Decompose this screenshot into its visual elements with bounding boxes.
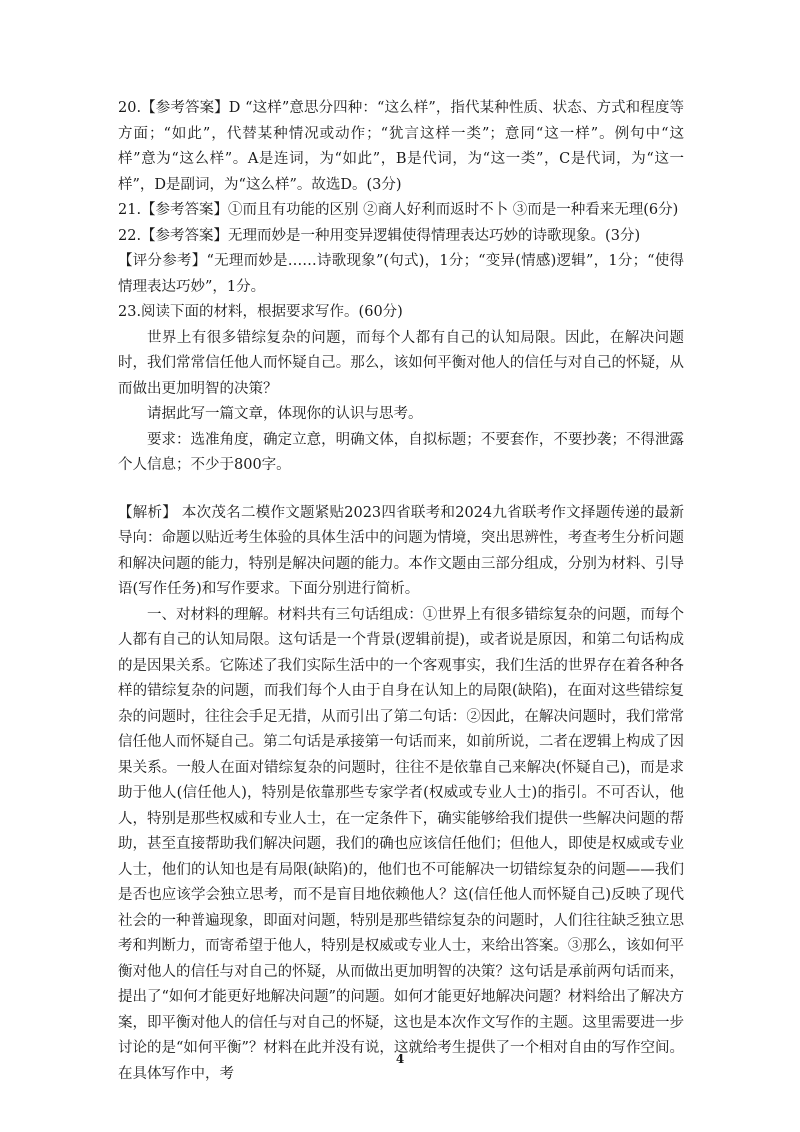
paragraph-6: 请据此写一篇文章，体现你的认识与思考。	[147, 406, 423, 422]
paragraph-2: 22.【参考答案】无理而妙是一种用变异逻辑使得情理表达巧妙的诗歌现象。(3分)	[118, 227, 641, 244]
page-number: 4	[395, 1052, 405, 1066]
paragraph-7: 要求：选准角度，确定立意，明确文体，自拟标题；不要套作，不要抄袭；不得泄露个人信息；不少于800字。	[118, 431, 684, 473]
paragraph-9: 一、对材料的理解。材料共有三句话组成：①世界上有很多错综复杂的问题，而每个人都有自己的认知局限。这句话是一个背景(逻辑前提)，或者说是原因，和第二句话构成的是因果关系。它陈述了我们实际生活中的一个客观事实，我们生活的世界存在着各种各样的错综复杂的问题，而我们每个人由于自身在认知上的局限(缺陷)，在面对这些错综复杂的问题时，往往会手足无措，从而引出了第二句话：②因此，在解决问题时，我们常常信任他人而怀疑自己。第二句话是承接第一句话而来，如前所说，二者在逻辑上构成了因果关系。一般人在面对错综复杂的问题时，往往不是依靠自己来解决(怀疑自己)，而是求助于他人(信任他人)，特别是依靠那些专家学者(权威或专业人士)的指引。不可否认，他人，特别是那些权威和专业人士，在一定条件下，确实能够给我们提供一些解决问题的帮助，甚至直接帮助我们解决问题，我们的确也应该信任他们；但他人，即使是权威或专业人士，他们的认知也是有局限(缺陷)的，他们也不可能解决一切错综复杂的问题——我们是否也应该学会独立思考，而不是盲目地依赖他人？这(信任他人而怀疑自己)反映了现代社会的一种普遍现象，即面对问题，特别是那些错综复杂的问题时，人们往往缺乏独立思考和判断力，而寄希望于他人，特别是权威或专业人士，来给出答案。③那么，该如何平衡对他人的信任与对自己的怀疑，从而做出更加明智的决策？这句话是承前两句话而来，提出了“如何才能更好地解决问题”的问题。如何才能更好地解决问题？材料给出了解决方案，即平衡对他人的信任与对自己的怀疑，这也是本次作文写作的主题。这里需要进一步讨论的是“如何平衡”？材料在此并没有说，这就给考生提供了一个相对自由的写作空间。在具体写作中，考	[118, 606, 684, 1082]
paragraph-5: 世界上有很多错综复杂的问题，而每个人都有自己的认知局限。因此，在解决问题时，我们常常信任他人而怀疑自己。那么，该如何平衡对他人的信任与对自己的怀疑，从而做出更加明智的决策？	[118, 329, 684, 397]
paragraph-1: 21.【参考答案】①而且有功能的区别 ②商人好利而返时不卜 ③而是一种看来无理(6分)	[118, 202, 679, 218]
paragraph-8: 【解析】 本次茂名二模作文题紧贴2023四省联考和2024九省联考作文择题传递的最新导向：命题以贴近考生体验的具体生活中的问题为情境，突出思辨性，考查考生分析问题和解决问题的能力，特别是解决问题的能力。本作文题由三部分组成，分别为材料、引导语(写作任务)和写作要求。下面分别进行简析。	[118, 504, 684, 597]
paragraph-3: 【评分参考】“无理而妙是……诗歌现象”(句式)，1分；“变异(情感)逻辑”，1分；“使得情理表达巧妙”，1分。	[118, 253, 684, 295]
section-spacer	[118, 479, 684, 501]
paragraph-0: 20.【参考答案】D “这样”意思分四种：“这么样”，指代某种性质、状态、方式和程度等方面；“如此”，代替某种情况或动作；“犹言这样一类”；意同“这一样”。例句中“这样”意为“这么样”。A是连词，为“如此”，B是代词，为“这一类”，C是代词，为“这一样”，D是副词，为“这么样”。故选D。(3分)	[118, 100, 684, 193]
paragraph-4: 23.阅读下面的材料，根据要求写作。(60分)	[118, 304, 403, 320]
document-body	[118, 96, 684, 1087]
